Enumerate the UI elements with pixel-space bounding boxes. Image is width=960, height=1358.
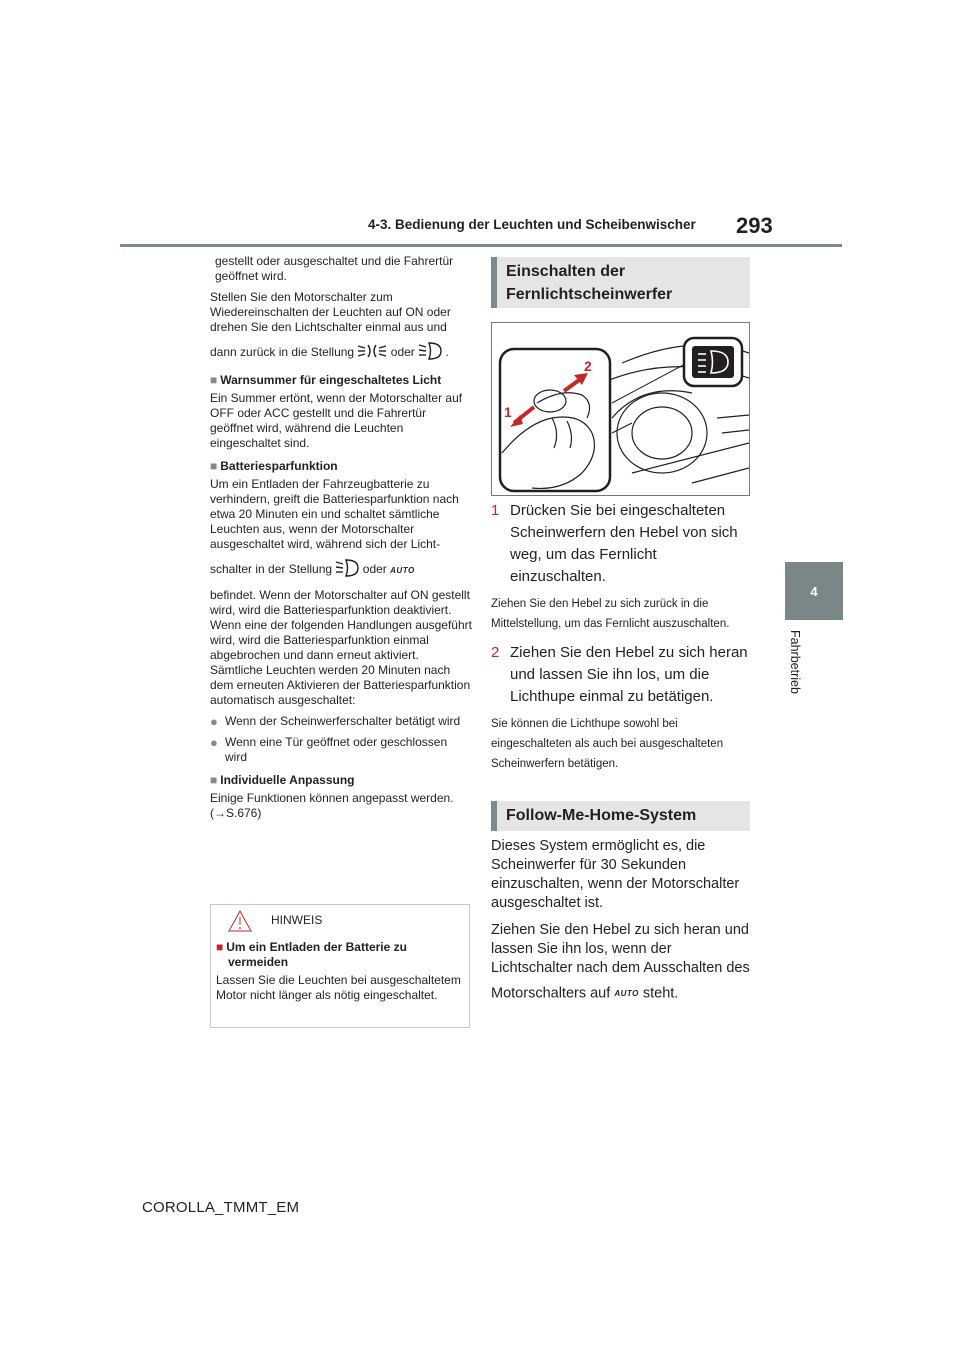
list-item: ● Wenn eine Tür geöffnet oder geschlossen wird (210, 735, 448, 764)
battery-heading: ■ Batteriesparfunktion (210, 459, 338, 473)
intro-back (210, 341, 472, 365)
steps (491, 500, 753, 774)
notice-heading: ■ Um ein Entladen der Batterie zu vermeiden (216, 940, 407, 969)
step-1: 1 Drücken Sie bei eingeschalteten Scheinwerfern den Hebel von sich weg, um das Fernlicht einzuschalten. (491, 502, 738, 585)
illus-label-2: 2 (584, 358, 592, 374)
follow-body-2: Ziehen Sie den Hebel zu sich heran und lassen Sie ihn los, wenn der Lichtschalter nach dem Ausschalten des (491, 922, 750, 976)
auto-icon: AUTO (390, 565, 415, 575)
illus-label-1: 1 (504, 404, 512, 420)
intro-continuation: gestellt oder ausgeschaltet und die Fahrertür geöffnet wird. (215, 254, 454, 283)
intro-back-text: dann zurück in die Stellung (210, 345, 355, 360)
headlight-icon (418, 341, 442, 365)
follow-text (491, 837, 753, 1003)
battery-body-2: befindet. Wenn der Motorschalter auf ON gestellt wird, wird die Batteriesparfunktion deaktiviert. (210, 588, 470, 617)
notice-box (210, 904, 470, 1028)
auto-icon: AUTO (614, 989, 639, 998)
battery-body-3: Wenn eine der folgenden Handlungen ausgeführt wird, wird die Batteriesparfunktion einmal abgebrochen und dann erneut aktiviert. Sämtliche Leuchten werden 20 Minuten nach dem erneuten Aktivieren der Batteriesparfunktion automatisch ausgeschaltet: (210, 618, 472, 707)
warning-triangle-icon (227, 908, 253, 939)
left-column (210, 254, 472, 827)
section-heading-high-beam: Einschalten der Fernlichtscheinwerfer (491, 257, 750, 308)
header-section-title: 4-3. Bedienung der Leuchten und Scheibenwischer (368, 217, 696, 232)
battery-position: schalter in der Stellung oder AUTO (210, 558, 472, 582)
page-number: 293 (736, 213, 773, 238)
custom-body: Einige Funktionen können angepasst werden. (→S.676) (210, 791, 454, 820)
step-2-note: Sie können die Lichthupe sowohl bei eingeschalteten als auch bei ausgeschalteten Scheinwerfern betätigen. (491, 718, 724, 770)
follow-body-3: Motorschalters auf AUTO steht. (491, 985, 679, 1002)
chapter-label: Fahrbetrieb (788, 630, 802, 694)
warn-body: Ein Summer ertönt, wenn der Motorschalter auf OFF oder ACC gestellt und die Fahrertür geöffnet wird, während die Leuchten eingeschaltet sind. (210, 391, 463, 450)
list-item: ● Wenn der Scheinwerferschalter betätigt wird (210, 714, 461, 729)
lever-illustration (491, 322, 750, 496)
chapter-tab[interactable]: 4 (785, 562, 843, 620)
period: . (445, 345, 449, 360)
battery-body-1: Um ein Entladen der Fahrzeugbatterie zu verhindern, greift die Batteriesparfunktion nach etwa 20 Minuten ein und schaltet sämtliche Leuchten aus, wenn der Motorschalter ausgeschaltet wird, während sich der Licht- (210, 477, 459, 551)
header-divider (120, 244, 842, 247)
headlight-icon (335, 558, 359, 582)
notice-title: HINWEIS (271, 913, 323, 927)
warn-heading: ■ Warnsummer für eingeschaltetes Licht (210, 373, 442, 387)
section-heading-follow-me-home: Follow-Me-Home-System (491, 801, 750, 831)
step-2: 2 Ziehen Sie den Hebel zu sich heran und lassen Sie ihn los, um die Lichthupe einmal zu betätigen. (491, 644, 748, 705)
oder-text: oder (390, 345, 415, 360)
custom-heading: ■ Individuelle Anpassung (210, 773, 355, 787)
parking-light-icon (357, 342, 387, 364)
follow-body-1: Dieses System ermöglicht es, die Scheinwerfer für 30 Sekunden einzuschalten, wenn der Motorschalter ausgeschaltet ist. (491, 838, 740, 911)
step-1-note: Ziehen Sie den Hebel zu sich zurück in die Mittelstellung, um das Fernlicht auszuschalten. (491, 598, 730, 630)
notice-body: Lassen Sie die Leuchten bei ausgeschaltetem Motor nicht länger als nötig eingeschaltet. (216, 973, 461, 1002)
intro-restart: Stellen Sie den Motorschalter zum Wiedereinschalten der Leuchten auf ON oder drehen Sie den Lichtschalter einmal aus und (210, 290, 451, 334)
footer-doc-id: COROLLA_TMMT_EM (142, 1199, 300, 1216)
